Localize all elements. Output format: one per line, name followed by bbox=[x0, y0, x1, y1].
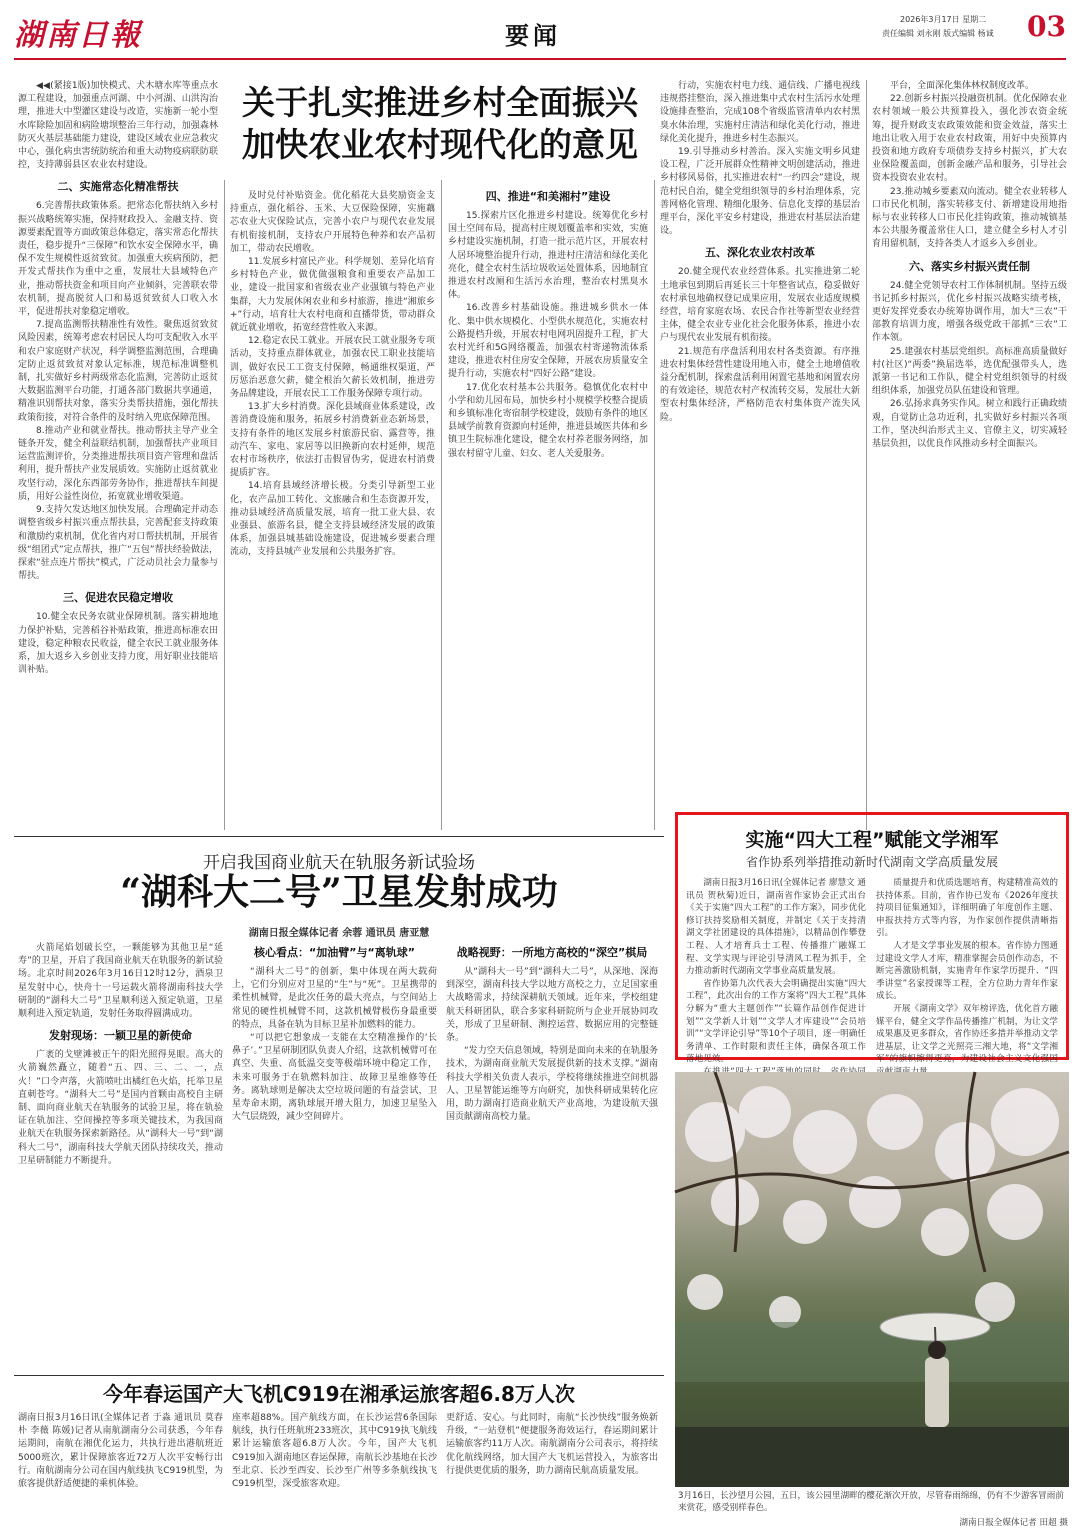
photo-credit: 湖南日报全媒体记者 田超 摄 bbox=[959, 1518, 1068, 1528]
masthead bbox=[0, 0, 1080, 62]
article-column: 火箭尾焰划破长空，一颗能够为其他卫星“延寿”的卫星，开启了我国商业航天在轨服务的新试验场。北京时间2026年3月16日12时12分，酒泉卫星发射中心，快舟十一号运载火箭将湖南科技大学研制的“湖科大二号”卫星顺利送入预定轨道，卫星顺利进入预定轨道，发射任务取得圆满成功。 发射现场：一颖卫星的新使命 广袤的戈壁滩被正午的阳光照得晃眼。高大的火箭巍然矗立，随着“五、四、三、二、一，点火！”口令声落，火箭喷吐出橘红色火焰，托举卫星直刺苍穹。“湖科大二号”是国内首颗由高校自主研制、面向商业航天在轨服务的试验卫星，将在轨验证在轨加注、空间操控等多项关键技术，为我国商业航天在轨服务探索新路径。从“湖科大一号”到“湖科大二号”，湖南科技大学航天团队持续攻关，推动卫星研制能力不断提升。 bbox=[18, 943, 223, 1166]
article-column: 湖南日报3月16日讯(全媒体记者 于淼 通讯员 莫春朴 李薇 陈媛)记者从南航湖南分公司获悉，今年春运期间，南航在湘优化运力，共执行进出港航班近5000班次，累计保障旅客近72万人次平安畅行出行。南航湖南分公司在国内航线执飞C919机型，为旅客提供舒适便捷的乘机体验。 bbox=[18, 1413, 223, 1490]
newspaper-logo: 湖南日報 bbox=[14, 18, 142, 53]
article-column-4: 行动，实施农村电力线、通信线、广播电视线违规搭挂整治，深入推进集中式农村生活污水处理设施排查整治，完成108个省级监管清单内农村黑臭水体治理，实施村庄清洁和绿化美化行动，推进绿化美化提升，推进乡村生态振兴。 19.引导推动乡村善治。深入实施文明乡风建设工程，广泛开展群众性精神文明创建活动，推进乡村移风易俗，扎实推进农村“一约四会”建设，规范村民自治，健全党组织领导的乡村治理体系，完善网格化管理、精细化服务、信息化支撑的基层治理平台，深化平安乡村建设，推进农村基层法治建设。 五、深化农业农村改革 20.健全现代农业经营体系。扎实推进第二轮土地承包到期后再延长三十年整省试点，稳妥做好农村承包地确权登记成果应用，发展农业适度规模经营，培育家庭农场、农民合作社等新型农业经营主体，健全农业专业化社会化服务体系，推进小农户与现代农业发展有机衔接。 21.规范有序盘活利用农村各类资源。有序推进农村集体经营性建设用地入市，健全土地增值收益分配机制，探索盘活利用闲置宅基地和闲置农房的有效途径，规范农村产权流转交易，发展壮大新型农村集体经济，严格防范农村集体资产流失风险。 bbox=[660, 81, 860, 423]
page-editors: 责任编辑 刘永刚 版式编辑 杨诚 bbox=[882, 29, 994, 38]
article-kicker: 开启我国商业航天在轨服务新试验场 bbox=[203, 853, 475, 873]
article-column: 座率超88%。国产航线方面，在长沙运营6条国际航线，执行任班航班233班次，其中C919执飞航线累计运输旅客超6.8万人次。今年，国产大飞机C919加入湖南地区春运保障，南航长沙基地在长沙至北京、长沙至西安、长沙至广州等多条航线执飞C919机型，深受旅客欢迎。 bbox=[232, 1413, 437, 1490]
satellite-article bbox=[14, 840, 664, 1370]
main-headline: 关于扎实推进乡村全面振兴 加快农业农村现代化的意见 bbox=[242, 83, 638, 164]
cherry-blossom-photo bbox=[675, 1072, 1069, 1487]
article-headline: 今年春运国产大飞机C919在湘承运旅客超6.8万人次 bbox=[103, 1382, 575, 1406]
subheading: 三、促进农民稳定增收 bbox=[63, 591, 173, 605]
article-column-2: 及时兑付补贴资金。优化稻花大县奖励资金支持重点，强化稻谷、玉米、大豆保险保障，实施藕芯农业大灾保险试点，完善小农户与现代农业发展有机衔接机制，支持农户开展特色种养和农产品初加工，带动农民增收。 11.发展乡村富民产业。科学规划、差异化培育乡村特色产业，做优做强粮食和重要农产品加工业，建设一批国家和省级农业产业强镇与特色产业集群，大力发展休闲农业和乡村旅游，推进“湘旅乡+”行动，培育壮大农村电商和直播带货，带动群众就近就业增收，拓宽经营性收入来源。 12.稳定农民工就业。开展农民工就业服务专项活动，支持重点群体就业，加强农民工职业技能培训，做好农民工工资支付保障，畅通维权渠道，严厉惩治恶意欠薪，健全根治欠薪长效机制，推进劳务品牌建设，开展农民工工作服务保障专项行动。 13.扩大乡村消费。深化县域商业体系建设，改善消费设施和服务，拓展乡村消费新业态新场景，支持有条件的地区发展乡村旅游民宿、露营等，推动汽车、家电、家居等以旧换新向农村延伸，规范农村市场秩序，依法打击假冒伪劣，促进农村消费提质扩容。 14.培育县域经济增长极。分类引导新型工业化，农产品加工转化、文旅融合和生态资源开发，推动县域经济高质量发展，培育一批工业大县、农业强县、旅游名县，健全支持县域经济发展的政策体系，加强县城基础设施建设，促进城乡要素合理流动，支持县城产业发展和公共服务扩容。 bbox=[230, 191, 435, 558]
article-subhead: 省作协系列举措推动新时代湖南文学高质量发展 bbox=[745, 855, 998, 869]
article-column: 战略视野：一所地方高校的“深空”棋局 从“湖科大一号”到“湖科大二号”，从深地、深海到深空，湖南科技大学以地方高校之力，立足国家重大战略需求，持续深耕航天领域。近年来，学校组建航天科研团队，联合多家科研院所与企业开展协同攻关，形成了卫星研制、测控运营、数据应用的完整链条。 “发力空天信息领域，特别是面向未来的在轨服务技术，为湖南商业航天发展提供新的技术支撑。”湖南科技大学相关负责人表示，学校将继续推进空间机器人、卫星智能运维等方向研究，加快科研成果转化应用，助力湖南打造商业航天产业高地，为建设航天强国贡献湖南高校力量。 bbox=[446, 946, 658, 1123]
article-column: 质量提升和优质选题培育，构建精准高效的扶持体系。目前，省作协已发布《2026年度扶持项目征集通知》，详细明确了年度创作主题、申报扶持方式等内容，为作家创作提供清晰指引。 人才是文学事业发展的根本。省作协力图通过建设文学人才库，精准掌握会员创作动态，不断完善激励机制，实施青年作家学历提升、“四季讲堂”名家授课等工程，全方位助力青年作家成长。 开展《湖南文学》双年榜评选，优化首方融媒平台，健全文学作品传播推广机制，为让文学成果惠及更多群众，省作协还多措并举推动文学进基层，让文学之光照亮三湘大地，将“文学湘军”的旗帜擦得更亮，为建设社会主义文化强国 bbox=[876, 878, 1058, 1065]
article-headline: 实施“四大工程”赋能文学湘军 bbox=[745, 829, 999, 851]
page-date: 2026年3月17日 星期二 bbox=[900, 15, 987, 24]
article-headline: “湖科大二号”卫星发射成功 bbox=[120, 871, 558, 913]
photo-caption: 3月16日，长沙望月公园，五日，该公园里湖畔的樱花渐次开放，尽管春雨绵绵，仍有不少游客冒雨前来赏花，感受别样春色。 bbox=[678, 1491, 1064, 1513]
section-name: 要闻 bbox=[505, 22, 561, 50]
article-column-3: 四、推进“和美湘村”建设 15.探索片区化推进乡村建设。统筹优化乡村国土空间布局，提高村庄规划覆盖率和实效，实施乡村建设实施机制，打造一批示范片区，开展农村人居环境整治提升行动，推进村庄清洁和绿化美化亮化，健全农村生活垃圾收运处置体系，因地制宜推进农村改厕和生活污水治理，整治农村黑臭水体。 16.改善乡村基础设施。推进城乡供水一体化、集中供水规模化、小型供水规范化，实施农村公路提档升级，开展农村电网巩固提升工程，扩大农村光纤和5G网络覆盖，加强农村寄递物流体系建设，推进农村住房安全保障，开展农房质量安全提升行动，实施农村“四好公路”建设。 17.优化农村基本公共服务。稳慎优化农村中小学和幼儿园布局，加快乡村小规模学校整合提质和乡镇标准化寄宿制学校建设，鼓励有条件的地区县域学前教育资源向村延伸，推进县域医共体和乡镇卫生院标准化建设，健全农村养老服务网络，加强农村留守儿童、妇女、老人关爱服务。 bbox=[448, 190, 648, 459]
article-column: 核心看点：“加油臂”与“离轨球” “湖科大二号”的创新，集中体现在两大载荷上，它们分别应对卫星的“生”与“死”。卫星携带的柔性机械臂，是此次任务的最大亮点，与空间站上常见的硬性机械臂不同，这款机械臂极伤身最重要的特点，具备在轨为目标卫星补加燃料的能力。 “可以把它想象成一支能在太空精准操作的‘长鼻子’。”卫星研制团队负责人介绍，这款机械臂可在真空、失重、高低温交变等极端环境中稳定工作，未来可服务于在轨燃料加注、故障卫星维修等任务。离轨球则是解决太空垃圾问题的有益尝试，卫星寿命末期，离轨球展开增大阻力，加速卫星坠入大气层烧毁，减少空间碎片。 bbox=[232, 946, 437, 1123]
article-column: 湖南日报3月16日讯(全媒体记者 廖慧文 通讯员 贺秋菊)近日，湖南省作家协会正式出台《关于实施“四大工程”的工作方案》，同步优化修订扶持奖励相关制度，并制定《关于支持清湖文学社团建设的具体措施》，以精品创作攀登工程、人才培育兵士工程、传播推广融媒工程、文学实现与评论引导清风工程为抓手，全力推动新时代湖南文学事业高质量发展。 省作协第九次代表大会明确提出实施“四大工程”，此次出台的工作方案将“四大工程”具体分解为“重大主题创作”“长篇作品创作促进计划”“文学新人计划”“文学人才库建设”“会员培训”“文学评论引导”等10个子项目，逐一明确任务清单、工作时限和责任主体，确保各项工作落地见效。 bbox=[686, 878, 866, 1065]
article-column-1: ◀◀(紧接1版)加快模式、犬木塘水库等重点水源工程建设，加强重点河湖、中小河湖、山洪沟治理，推进大中型灌区建设与改造，实施新一轮小型水库除险加固和病险塘坝整治三年行动，加强森林防灭火基层基础能力建设，建设区域农业应急救灾中心，强化病虫害统防统治和重大动物疫病联防联控，支持薄弱县区农业农村建设。 二、实施常态化精准帮扶 6.完善帮扶政策体系。把常态化帮扶纳入乡村振兴战略统筹实施，保持财政投入、金融支持、资源要素配置等方面政策总体稳定，落实常态化帮扶责任，稳步提升“三保障”和饮水安全保障水平，确保不发生规模性返贫致贫。加强重大疾病预防，把开发式帮扶作为重中之重，发展壮大县域特色产业，推动帮扶资金和项目向产业倾斜，完善联农带农机制，提高脱贫人口和易返贫致贫人口收入水平，促进帮扶对象稳定增收。 7.提高监测帮扶精准性有效性。聚焦返贫致贫风险因素，统筹考虑农村居民人均可支配收入水平和农户家庭财产状况，科学调整监测范围，合理确定防止返贫致贫对象认定标准，规范标准调整机制，扎实做好乡村两级常态化监测，完善防止返贫大数据监测平台功能，打通各部门数据共享通道，精准识别帮扶对象，落实分类帮扶措施，强化帮扶政策衔接，对符合条件的及时纳入兜底保障范围。 8.推动产业和就业帮扶。推动帮扶主导产业全链条开发，健全利益联结机制，加强帮扶产业项目运营监测评价，分类推进帮扶项目资产管理和盘活利用，提升帮扶产业发展质效。实施防止返贫就业攻坚行动，深化东西部劳务协作，推进帮扶车间提质，用好公益性岗位，拓宽就业增收渠道。 9.支持欠发达地区加快发展。合理确定并动态调整省级乡村振兴重点帮扶县，完善配套支持政策和激励约束机制，优化省内对口帮扶机制，开展省级“组团式”定点帮扶，推广“五包”帮扶经验做法，探索“驻点连片帮扶”模式，广泛动员社会力量参与帮扶。 三、促进农民稳定增收 10.健全农民务农就业保障机制。落实耕地地力保护补贴，完善稻谷补贴政策，推进高标准农田建设，稳定种粮农民收益，健全农民工就业服务体系，加大返乡入乡创业支持力度，用好职业技能培训补贴。 bbox=[18, 81, 218, 676]
photo-illustration bbox=[675, 1072, 1069, 1487]
masthead-rule bbox=[14, 58, 1066, 60]
subheading: 二、实施常态化精准帮扶 bbox=[57, 180, 179, 194]
page-number: 03 bbox=[1027, 10, 1066, 43]
article-column-5: 平台，全面深化集体林权制度改革。 22.创新乡村振兴投融资机制。优化保障农业农村领域一般公共预算投入，强化涉农资金统筹，提升财政支农政策效能和资金效益，落实土地出让收入用于农业农村政策，用好中央预算内投资和地方政府专项债券支持乡村振兴，扩大农业保险覆盖面，创新金融产品和服务，引导社会资本投资农业农村。 23.推动城乡要素双向流动。健全农业转移人口市民化机制，落实转移支付、新增建设用地指标与农业转移人口市民化挂钩政策，推动城镇基本公共服务覆盖常住人口，建立健全乡村人才引育用留机制，支持各类人才返乡入乡创业。 六、落实乡村振兴责任制 24.健全党领导农村工作体制机制。坚持五级书记抓乡村振兴，优化乡村振兴战略实绩考核，更好发挥党委农办统筹协调作用，加大“三农”干部教育培训力度，增强各级党政干部抓“三农”工作本领。 25.建强农村基层党组织。高标准高质量做好村(社区)“两委”换届选举，选优配强带头人，选派第一书记和工作队，健全村党组织领导的村级组织体系，加强党员队伍建设和管理。 26.弘扬求真务实作风。树立和践行正确政绩观，自觉防止急功近利，扎实做好乡村振兴各项工作，坚决纠治形式主义、官僚主义，切实减轻基层负担，以优良作风推动乡村全面振兴。 bbox=[872, 81, 1067, 450]
subheading: 四、推进“和美湘村”建设 bbox=[485, 190, 611, 203]
writers-article bbox=[675, 812, 1069, 1065]
c919-article bbox=[14, 1376, 664, 1526]
section-divider bbox=[14, 836, 664, 837]
article-column: 更舒适、安心。与此同时，南航“长沙快线”服务焕新升级，“一站登机”便捷服务海效运行，春运期间累计运输旅客约11万人次。南航湖南分公司表示，将持续优化航线网络，加大国产大飞机运营投入，为旅客出行提供更优质的服务，助力湖南民航高质量发展。 bbox=[446, 1413, 658, 1476]
article-byline: 湖南日报全媒体记者 余蓉 通讯员 唐亚慧 bbox=[248, 928, 430, 939]
subheading: 五、深化农业农村改革 bbox=[705, 246, 815, 260]
subheading: 六、落实乡村振兴责任制 bbox=[909, 259, 1030, 273]
